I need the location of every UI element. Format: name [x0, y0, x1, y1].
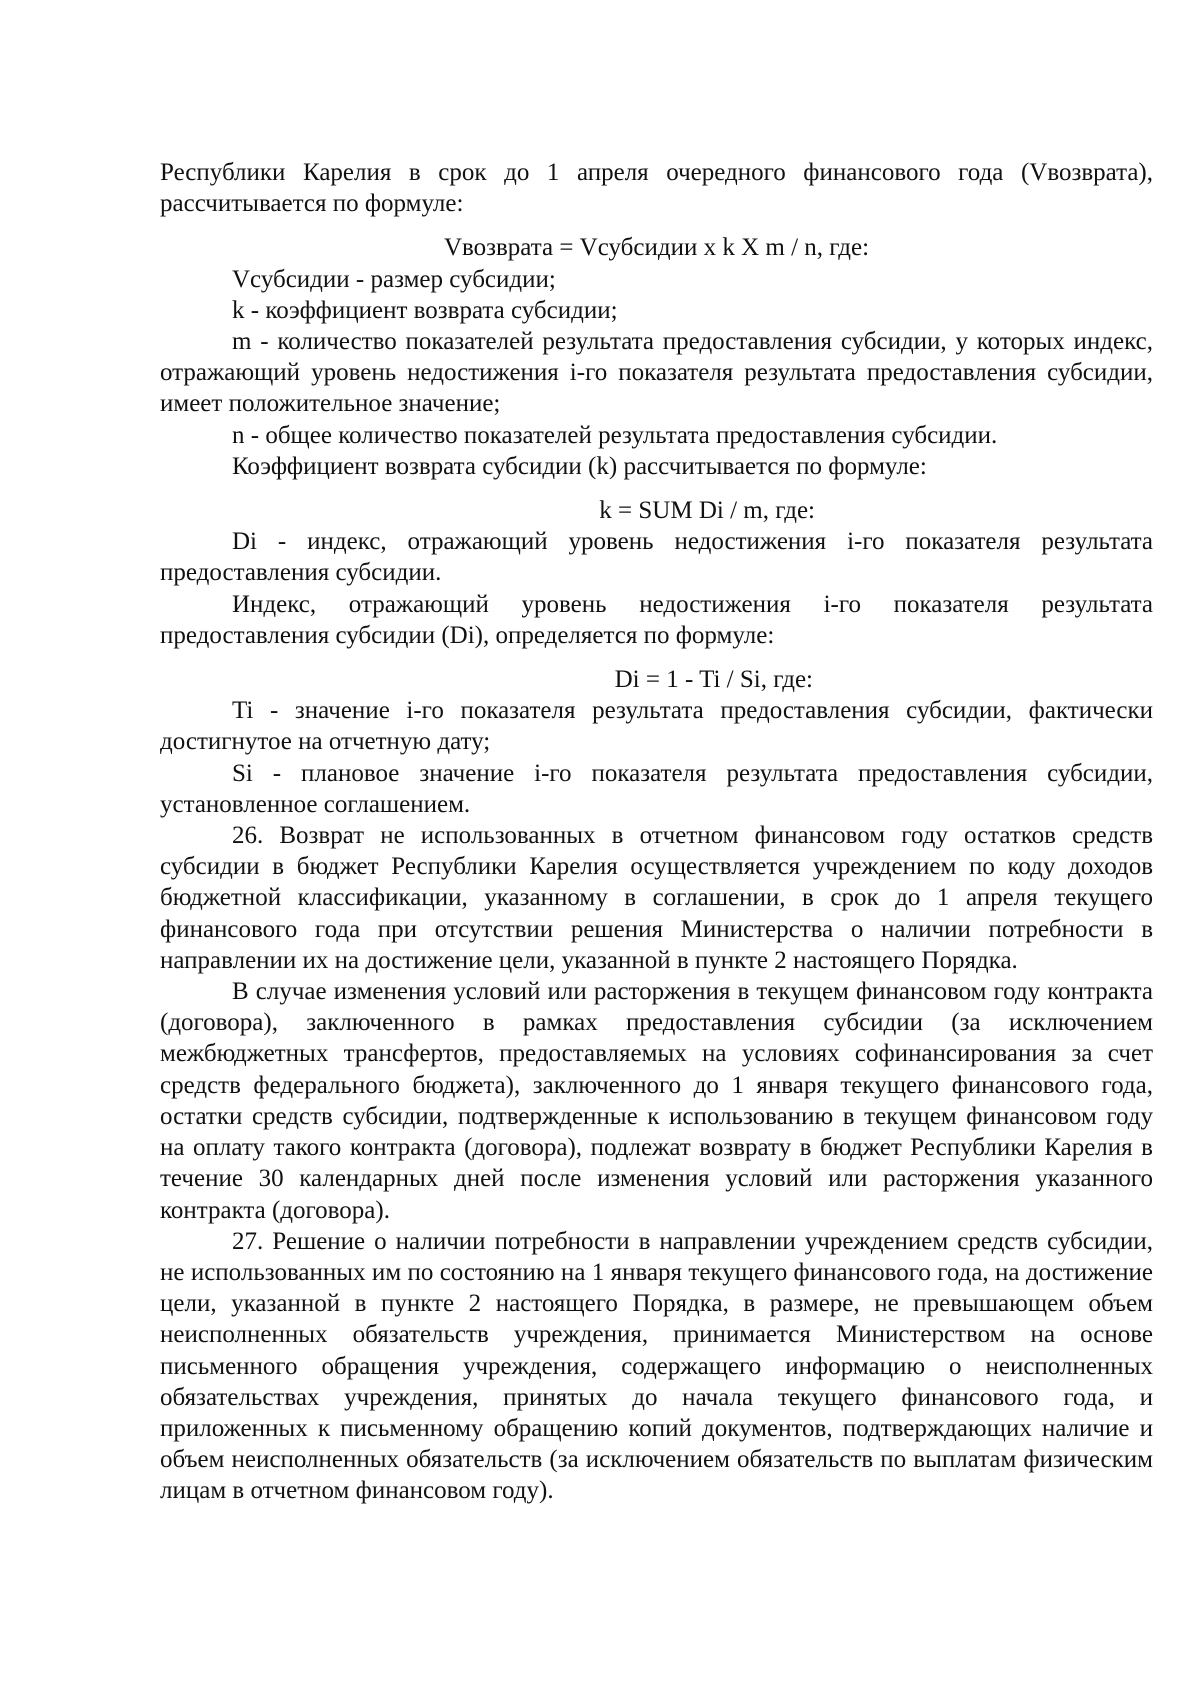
document-page	[160, 157, 1153, 1507]
definition-k: k - коэффициент возврата субсидии;	[232, 296, 618, 324]
formula-di: Di = 1 - Ti / Si, где:	[614, 666, 813, 694]
paragraph-item-26: 26. Возврат не использованных в отчетном финансовом году остатков средств субсидии в бюджет Республики Карелия осуществляется учреждением по коду доходов бюджетной классификации, указанному в соглашении, в срок до 1 апреля текущего финансового года при отсутствии решения Министерства о наличии потребности в направлении их на достижение цели, указанной в пункте 2 настоящего Порядка.	[160, 822, 1153, 974]
definition-ti: Ti - значение i-го показателя результата предоставления субсидии, фактически достигнутое на отчетную дату;	[160, 697, 1153, 756]
definition-n: n - общее количество показателей результата предоставления субсидии.	[232, 421, 998, 449]
paragraph-di-intro: Индекс, отражающий уровень недостижения i-го показателя результата предоставления субсидии (Di), определяется по формуле:	[160, 590, 1153, 649]
paragraph-k-intro: Коэффициент возврата субсидии (k) рассчитывается по формуле:	[232, 452, 927, 480]
paragraph-intro: Республики Карелия в срок до 1 апреля очередного финансового года (Vвозврата), рассчитывается по формуле:	[160, 159, 1153, 218]
paragraph-contract-change: В случае изменения условий или расторжения в текущем финансовом году контракта (договора), заключенного в рамках предоставления субсидии (за исключением межбюджетных трансфертов, предоставляемых на условиях софинансирования за счет средств федерального бюджета), заключенного до 1 января текущего финансового года, остатки средств субсидии, подтвержденные к использованию в текущем финансовом году на оплату такого контракта (договора), подлежат возврату в бюджет Республики Карелия в течение 30 календарных дней после изменения условий или расторжения указанного контракта (договора).	[160, 978, 1153, 1224]
definition-di: Di - индекс, отражающий уровень недостижения i-го показателя результата предоставления субсидии.	[160, 528, 1153, 587]
formula-k: k = SUM Di / m, где:	[599, 497, 815, 525]
definition-si: Si - плановое значение i-го показателя результата предоставления субсидии, установленное соглашением.	[160, 759, 1153, 818]
definition-m: m - количество показателей результата предоставления субсидии, у которых индекс, отражающий уровень недостижения i-го показателя результата предоставления субсидии, имеет положительное значение;	[160, 328, 1153, 418]
formula-return-volume: Vвозврата = Vсубсидии x k X m / n, где:	[443, 234, 870, 262]
definition-subsidy-size: Vсубсидии - размер субсидии;	[232, 265, 556, 293]
paragraph-item-27: 27. Решение о наличии потребности в направлении учреждением средств субсидии, не использованных им по состоянию на 1 января текущего финансового года, на достижение цели, указанной в пункте 2 настоящего Порядка, в размере, не превышающем объем неисполненных обязательств учреждения, принимается Министерством на основе письменного обращения учреждения, содержащего информацию о неисполненных обязательствах учреждения, принятых до начала текущего финансового года, и приложенных к письменному обращению копий документов, подтверждающих наличие и объем неисполненных обязательств (за исключением обязательств по выплатам физическим лицам в отчетном финансовом году).	[160, 1227, 1153, 1505]
